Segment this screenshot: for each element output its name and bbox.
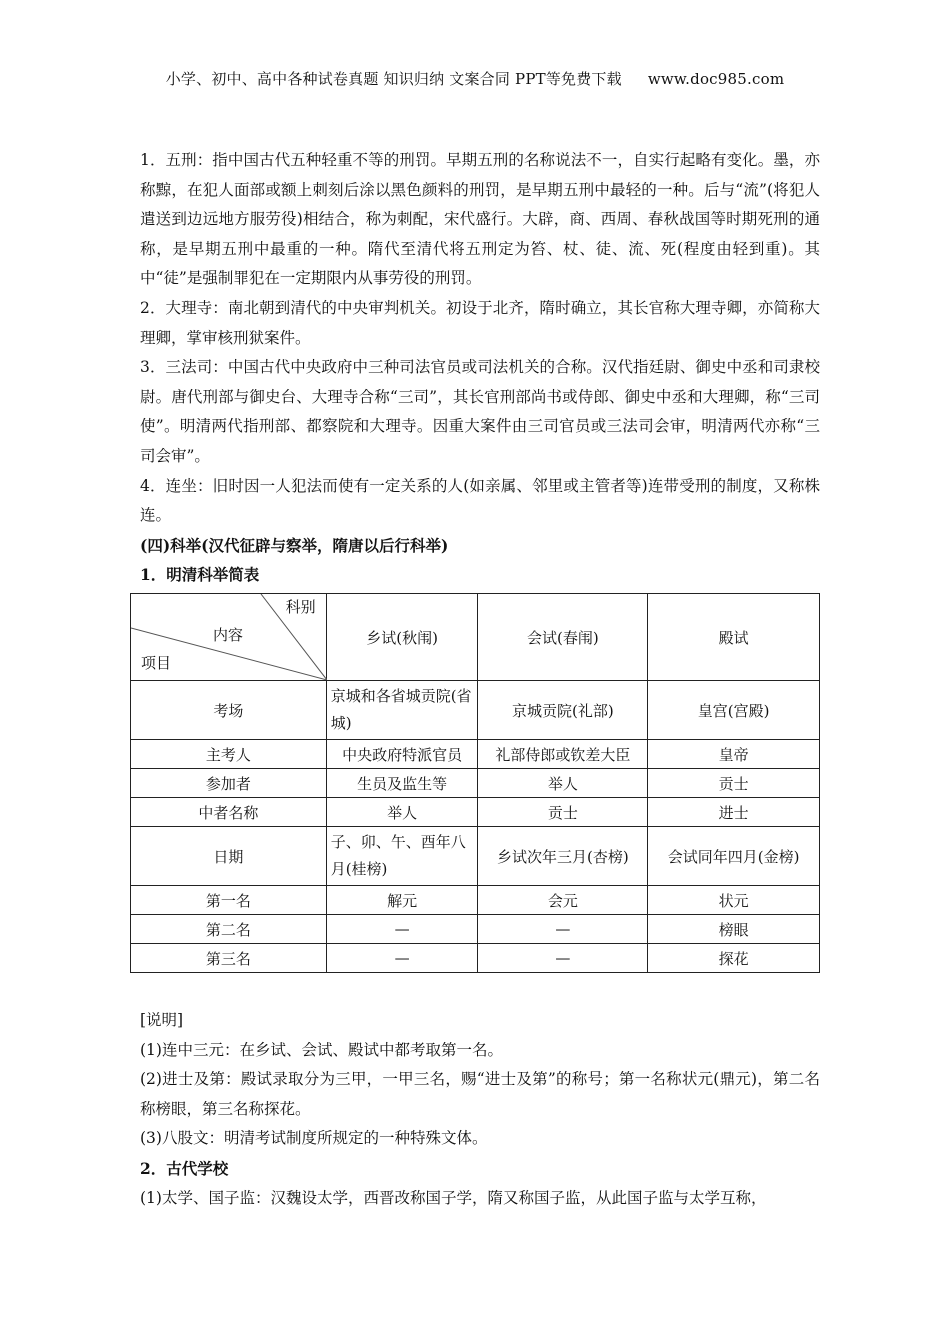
row-label: 主考人	[131, 740, 327, 769]
table-row	[131, 886, 820, 915]
table-row	[131, 798, 820, 827]
item-lianzuo: 4．连坐：旧时因一人犯法而使有一定关系的人(如亲属、邻里或主管者等)连带受刑的制度，又称株连。	[140, 476, 820, 525]
table-cell: 京城和各省城贡院(省城)	[326, 681, 478, 740]
header-url[interactable]: www.doc985.com	[647, 70, 785, 88]
table-row	[131, 915, 820, 944]
section-keju-title: (四)科举(汉代征辟与察举，隋唐以后行科举)	[140, 535, 449, 555]
table-cell: 状元	[648, 886, 820, 915]
corner-bottom-label: 项目	[141, 654, 172, 672]
table-header-row	[131, 594, 820, 681]
table-row	[131, 944, 820, 973]
table-cell: 会试同年四月(金榜)	[648, 827, 820, 886]
corner-header-cell	[131, 594, 327, 681]
keju-table	[130, 593, 820, 973]
table-title: 1．明清科举简表	[140, 565, 260, 585]
school-item: (1)太学、国子监：汉魏设太学，西晋改称国子学，隋又称国子监，从此国子监与太学互称，	[140, 1188, 767, 1207]
table-cell: —	[478, 944, 648, 973]
note-item: (2)进士及第：殿试录取分为三甲，一甲三名，赐“进士及第”的称号；第一名称状元(鼎元)，第二名称榜眼，第三名称探花。	[140, 1070, 820, 1118]
column-header: 会试(春闱)	[478, 594, 648, 681]
item-sanfasi: 3．三法司：中国古代中央政府中三种司法官员或司法机关的合称。汉代指廷尉、御史中丞和司隶校尉。唐代刑部与御史台、大理寺合称“三司”，其长官刑部尚书或侍郎、御史中丞和大理卿，称“三司使”。明清两代指刑部、都察院和大理寺。因重大案件由三司官员或三法司会审，明清两代亦称“三司会审”。	[140, 358, 820, 465]
column-header: 殿试	[648, 594, 820, 681]
table-row	[131, 827, 820, 886]
table-row	[131, 681, 820, 740]
column-header: 乡试(秋闱)	[326, 594, 478, 681]
notes-section	[140, 1006, 820, 1213]
row-label: 第一名	[131, 886, 327, 915]
table-cell: 皇帝	[648, 740, 820, 769]
note-item: (3)八股文：明清考试制度所规定的一种特殊文体。	[140, 1129, 488, 1148]
table-cell: —	[326, 915, 478, 944]
schools-title: 2．古代学校	[140, 1158, 229, 1178]
table-cell: 举人	[326, 798, 478, 827]
item-wuxing: 1．五刑：指中国古代五种轻重不等的刑罚。早期五刑的名称说法不一，自实行起略有变化。墨，亦称黥，在犯人面部或额上刺刻后涂以黑色颜料的刑罚，是早期五刑中最轻的一种。后与“流”(将犯人遣送到边远地方服劳役)相结合，称为刺配，宋代盛行。大辟，商、西周、春秋战国等时期死刑的通称，是早期五刑中最重的一种。隋代至清代将五刑定为笞、杖、徒、流、死(程度由轻到重)。其中“徒”是强制罪犯在一定期限内从事劳役的刑罚。	[140, 151, 820, 288]
table-cell: 贡士	[648, 769, 820, 798]
table-cell: 会元	[478, 886, 648, 915]
corner-top-label: 科别	[285, 598, 316, 616]
table-cell: 皇宫(宫殿)	[648, 681, 820, 740]
table-cell: 礼部侍郎或钦差大臣	[478, 740, 648, 769]
table-cell: —	[478, 915, 648, 944]
table-cell: —	[326, 944, 478, 973]
table-cell: 京城贡院(礼部)	[478, 681, 648, 740]
table-row	[131, 769, 820, 798]
row-label: 第二名	[131, 915, 327, 944]
note-item: (1)连中三元：在乡试、会试、殿试中都考取第一名。	[140, 1040, 503, 1059]
table-row	[131, 740, 820, 769]
header-text: 小学、初中、高中各种试卷真题 知识归纳 文案合同 PPT等免费下载	[165, 70, 622, 88]
table-cell: 乡试次年三月(杏榜)	[478, 827, 648, 886]
row-label: 中者名称	[131, 798, 327, 827]
table-cell: 榜眼	[648, 915, 820, 944]
table-cell: 进士	[648, 798, 820, 827]
table-cell: 中央政府特派官员	[326, 740, 478, 769]
table-cell: 举人	[478, 769, 648, 798]
table-cell: 子、卯、午、酉年八月(桂榜)	[326, 827, 478, 886]
row-label: 参加者	[131, 769, 327, 798]
table-cell: 贡士	[478, 798, 648, 827]
corner-middle-label: 内容	[213, 626, 244, 644]
page-header	[0, 68, 950, 89]
row-label: 第三名	[131, 944, 327, 973]
item-dalisi: 2．大理寺：南北朝到清代的中央审判机关。初设于北齐，隋时确立，其长官称大理寺卿，亦简称大理卿，掌审核刑狱案件。	[140, 298, 820, 347]
table-cell: 解元	[326, 886, 478, 915]
notes-heading: [说明]	[140, 1011, 184, 1029]
table-cell: 生员及监生等	[326, 769, 478, 798]
row-label: 日期	[131, 827, 327, 886]
main-content	[140, 146, 820, 590]
table-cell: 探花	[648, 944, 820, 973]
row-label: 考场	[131, 681, 327, 740]
